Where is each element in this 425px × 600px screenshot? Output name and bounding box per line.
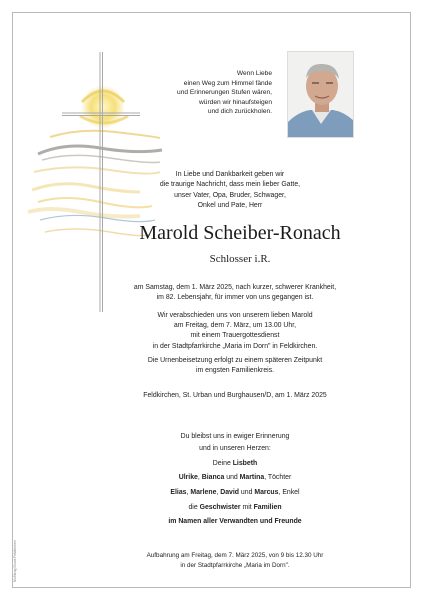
mourners-list	[110, 432, 360, 530]
remembrance-line-1: Du bleibst uns in ewiger Erinnerung	[180, 433, 290, 440]
deceased-name: Marold Scheiber-Ronach	[139, 222, 341, 244]
mourner-siblings: die Geschwister mit Familien	[188, 503, 282, 511]
remembrance-line-2: und in unseren Herzen:	[199, 445, 271, 453]
passing-notice: am Samstag, dem 1. März 2025, nach kurzer, schwerer Krankheit, im 82. Lebensjahr, für immer von uns gegangen ist.	[133, 284, 337, 302]
mourner-daughters: Ulrike, Bianca und Martina, Töchter	[178, 474, 292, 482]
cross-sunset-illustration	[20, 20, 165, 320]
urn-burial-notice: Die Urnenbeisetzung erfolgt zu einem späteren Zeitpunkt im engsten Familienkreis.	[147, 357, 323, 375]
mourner-relatives: im Namen aller Verwandten und Freunde	[168, 518, 302, 526]
printer-credit: Mußbrug Druck Feldkirchen	[13, 540, 17, 582]
portrait-image	[288, 52, 354, 138]
mourner-grandchildren: Elias, Marlene, David und Marcus, Enkel	[170, 488, 300, 496]
announcement-intro: In Liebe und Dankbarkeit geben wir die traurige Nachricht, dass mein lieber Gatte, unser Vater, Opa, Bruder, Schwager, Onkel und Pate, Herr	[159, 171, 301, 210]
mourner-wife: Deine Lisbeth	[212, 459, 258, 467]
portrait-photo	[287, 51, 354, 138]
memorial-poem: Wenn Liebe einen Weg zum Himmel fände und Erinnerungen Stufen wären, würden wir hinaufsteigen und dich zurückholen.	[177, 70, 272, 116]
place-and-date: Feldkirchen, St. Urban und Burghausen/D, am 1. März 2025	[143, 392, 327, 399]
deceased-profession: Schlosser i.R.	[209, 253, 271, 265]
viewing-notice: Aufbahrung am Freitag, dem 7. März 2025, von 9 bis 12.30 Uhr in der Stadtpfarrkirche „Maria im Dorn".	[146, 552, 324, 569]
funeral-service-notice: Wir verabschieden uns von unserem lieben Marold am Freitag, dem 7. März, um 13.00 Uhr, mit einem Trauergottesdienst in der Stadtpfarrkirche „Maria im Dorn" in Feldkirchen.	[152, 312, 318, 350]
